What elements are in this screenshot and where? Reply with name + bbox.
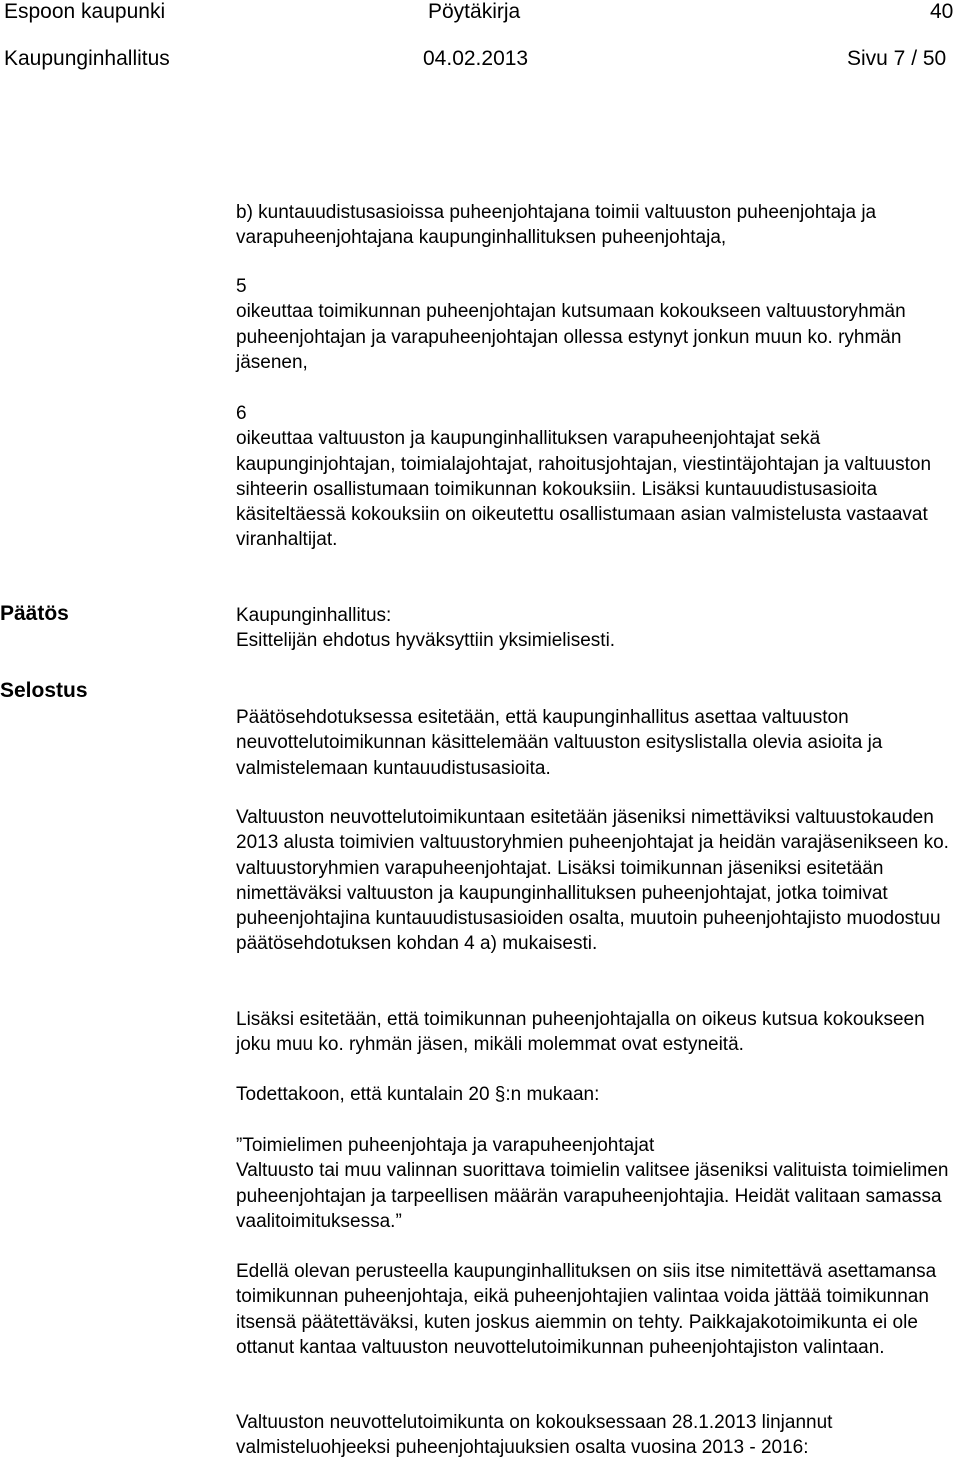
paragraph-text: Edellä olevan perusteella kaupunginhallituksen on siis itse nimitettävä asettamansa toimikunnan puheenjohtaja, eikä puheenjohtajien valintaa voida jättää toimikunnan itsensä päätettäväksi, kuten joskus aiemmin on tehty. Paikkajakotoimikunta ei ole ottanut kantaa valtuuston neuvottelutoimikunnan puheenjohtajiston valintaan. [236,1261,937,1358]
item-b-text: b) kuntauudistusasioissa puheenjohtajana toimii valtuuston puheenjohtaja ja varapuheenjohtajana kaupunginhallituksen puheenjohtaja, [236,202,877,249]
decision-text: Esittelijän ehdotus hyväksyttiin yksimielisesti. [236,630,616,652]
page-header-top [0,0,960,27]
explanation-paragraph-1 [236,705,956,781]
item-6 [236,401,956,553]
item-6-text: oikeuttaa valtuuston ja kaupunginhallituksen varapuheenjohtajat sekä kaupunginjohtajan, toimialajohtajat, rahoitusjohtajan, viestintäjohtajan ja valtuuston sihteerin osallistumaan toimikunnan kokouksiin. Lisäksi kuntauudistusasioita käsiteltäessä kokouksiin on oikeutettu osallistumaan asian valmistelusta vastaavat viranhaltijat. [236,428,932,551]
item-b [236,200,956,251]
paragraph-text: Päätösehdotuksessa esitetään, että kaupunginhallitus asettaa valtuuston neuvottelutoimikunnan käsittelemään valtuuston esityslistalla olevia asioita ja valmistelemaan kuntauudistusasioita. [236,707,883,779]
page-header-bottom [0,44,960,74]
item-6-number: 6 [236,403,247,424]
explanation-paragraph-3 [236,1007,956,1058]
body-name: Kaupunginhallitus [4,47,170,70]
explanation-paragraph-6 [236,1410,956,1461]
item-5-text: oikeuttaa toimikunnan puheenjohtajan kutsumaan kokoukseen valtuustoryhmän puheenjohtajan ja varapuheenjohtajan ollessa estynyt jonkun muun ko. ryhmän jäsenen, [236,301,906,373]
organization-name: Espoon kaupunki [4,0,166,23]
page-number: Sivu 7 / 50 [847,47,947,70]
explanation-paragraph-2 [236,805,956,957]
decision-block [236,603,956,654]
item-5-number: 5 [236,276,247,297]
explanation-paragraph-4 [236,1082,956,1107]
quote-text: Valtuusto tai muu valinnan suorittava toimielin valitsee jäseniksi valituista toimielimen puheenjohtajan ja tarpeellisen määrän varapuheenjohtajia. Heidät valitaan samassa vaalitoimituksessa.” [236,1160,949,1232]
quote-title: ”Toimielimen puheenjohtaja ja varapuheenjohtajat [236,1135,655,1156]
section-number: 40 [930,0,954,23]
decision-body: Kaupunginhallitus: [236,605,392,626]
decision-label: Päätös [0,602,69,625]
document-type: Pöytäkirja [428,0,521,23]
explanation-paragraph-5 [236,1259,956,1360]
meeting-date: 04.02.2013 [423,47,529,70]
explanation-label: Selostus [0,679,88,702]
paragraph-text: Todettakoon, että kuntalain 20 §:n mukaan: [236,1084,600,1105]
law-quote [236,1133,956,1234]
item-5 [236,274,956,375]
paragraph-text: Valtuuston neuvottelutoimikunta on kokouksessaan 28.1.2013 linjannut valmisteluohjeeksi puheenjohtajuuksien osalta vuosina 2013 - 2016: [236,1412,833,1459]
paragraph-text: Valtuuston neuvottelutoimikuntaan esitetään jäseniksi nimettäviksi valtuustokauden 2013 alusta toimivien valtuustoryhmien puheenjohtajat ja heidän varajäsenikseen ko. valtuustoryhmien varapuheenjohtajat. Lisäksi toimikunnan jäseniksi esitetään nimettäväksi valtuuston ja kaupunginhallituksen puheenjohtajat, jotka toimivat puheenjohtajina kuntauudistusasioiden osalta, muutoin puheenjohtajisto muodostuu päätösehdotuksen kohdan 4 a) mukaisesti. [236,807,949,955]
paragraph-text: Lisäksi esitetään, että toimikunnan puheenjohtajalla on oikeus kutsua kokoukseen joku muu ko. ryhmän jäsen, mikäli molemmat ovat estyneitä. [236,1009,925,1056]
